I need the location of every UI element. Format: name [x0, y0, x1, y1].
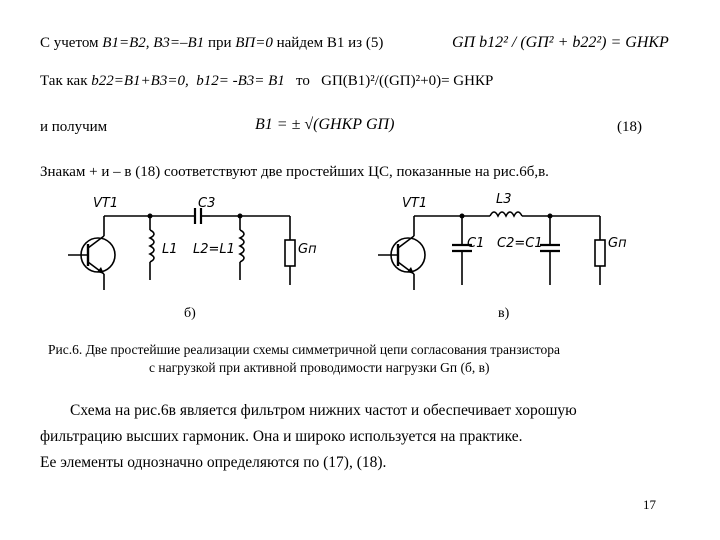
circuit-b-sublabel: б): [184, 306, 196, 321]
circuit-b-cap-label: C3: [198, 196, 216, 211]
circuit-b-vt-label: VT1: [93, 196, 119, 211]
circuit-b-load-label: Gп: [298, 242, 317, 257]
circuit-c-cap1-label: C1: [467, 236, 485, 251]
circuit-c-load-label: Gп: [608, 236, 627, 251]
line-3-prefix: и получим: [40, 119, 108, 135]
line-2-text: [40, 72, 493, 90]
formula-18: B1 = ± √(GНКР GП): [255, 116, 395, 133]
figure-caption-line-1: Рис.6. Две простейшие реализации схемы симметричной цепи согласования транзистора: [48, 342, 561, 357]
circuit-c-vt-label: VT1: [402, 196, 428, 211]
line-1-text: [40, 34, 383, 52]
line-1-cond2: BП=0: [235, 35, 273, 51]
paragraph-line-3: Ее элементы однозначно определяются по (17), (18).: [40, 454, 387, 471]
circuit-c-ind-label: L3: [496, 192, 512, 207]
line-1-prefix: С учетом: [40, 35, 103, 51]
line-1-mid: при: [204, 35, 236, 51]
circuit-c-sublabel: в): [498, 306, 510, 321]
line-2-result: GП(B1)²/((GП)²+0)= GНКР: [321, 73, 494, 89]
line-2-then: то: [296, 73, 310, 89]
equation-number: (18): [617, 119, 642, 135]
formula-1: GП b12² / (GП² + b22²) = GНКР: [452, 34, 669, 51]
circuit-b-ind2-label: L2=L1: [193, 242, 235, 257]
line-1-cond1: B1=B2, B3=–B1: [102, 35, 205, 51]
line-2-prefix: Так как: [40, 73, 92, 89]
line-2-expr2: b12= -B3= B1: [196, 73, 285, 89]
circuit-b-ind1-label: L1: [162, 242, 178, 257]
line-1-suffix: найдем B1 из (5): [272, 35, 384, 51]
line-2-expr1: b22=B1+B3=0,: [91, 73, 189, 89]
figure-caption-line-2: с нагрузкой при активной проводимости нагрузки Gп (б, в): [149, 360, 490, 375]
circuit-c-cap2-label: C2=C1: [497, 236, 543, 251]
paragraph-line-1: Схема на рис.6в является фильтром нижних частот и обеспечивает хорошую: [70, 402, 577, 419]
line-4-text: Знакам + и – в (18) соответствуют две простейших ЦС, показанные на рис.6б,в.: [40, 164, 549, 180]
paragraph-line-2: фильтрацию высших гармоник. Она и широко используется на практике.: [40, 428, 523, 445]
page-number: 17: [643, 497, 656, 512]
